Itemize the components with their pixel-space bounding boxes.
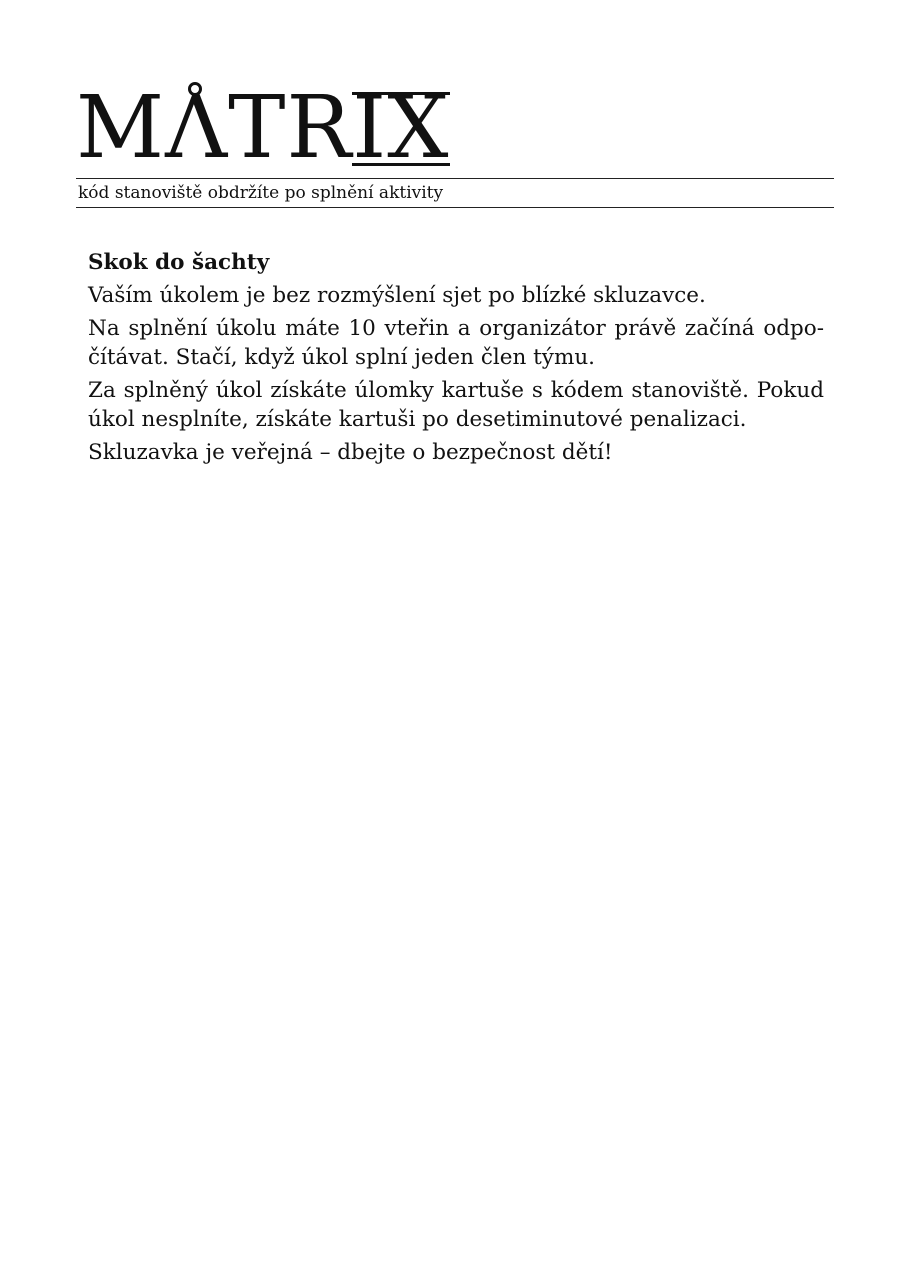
matrix-logo <box>76 78 450 178</box>
activity-title: Skok do šachty <box>88 250 270 275</box>
activity-section <box>88 248 824 471</box>
activity-paragraph: Skluzavka je veřejná – dbejte o bezpečnost dětí! <box>88 440 613 465</box>
header-rule-bottom <box>76 207 834 208</box>
activity-paragraph: Vaším úkolem je bez rozmýšlení sjet po blízké skluzavce. <box>88 283 706 308</box>
logo-letter-m: M <box>76 78 166 178</box>
header-rule-top <box>76 178 834 179</box>
logo-letters-tr: TR <box>228 78 353 178</box>
activity-paragraph: Za splněný úkol získáte úlomky kartuše s kódem stanoviště. Pokud úkol nesplníte, získáte kartuši po desetiminutové penalizaci. <box>88 378 824 432</box>
logo-ring-icon <box>188 82 202 96</box>
activity-paragraph: Na splnění úkolu máte 10 vteřin a organizátor právě začíná odpočítávat. Stačí, když úkol splní jeden člen týmu. <box>88 316 824 370</box>
header-subtitle: kód stanoviště obdržíte po splnění aktivity <box>78 183 444 203</box>
logo-lambda: Λ <box>165 78 229 178</box>
logo-letters-ix: IX <box>352 78 450 178</box>
